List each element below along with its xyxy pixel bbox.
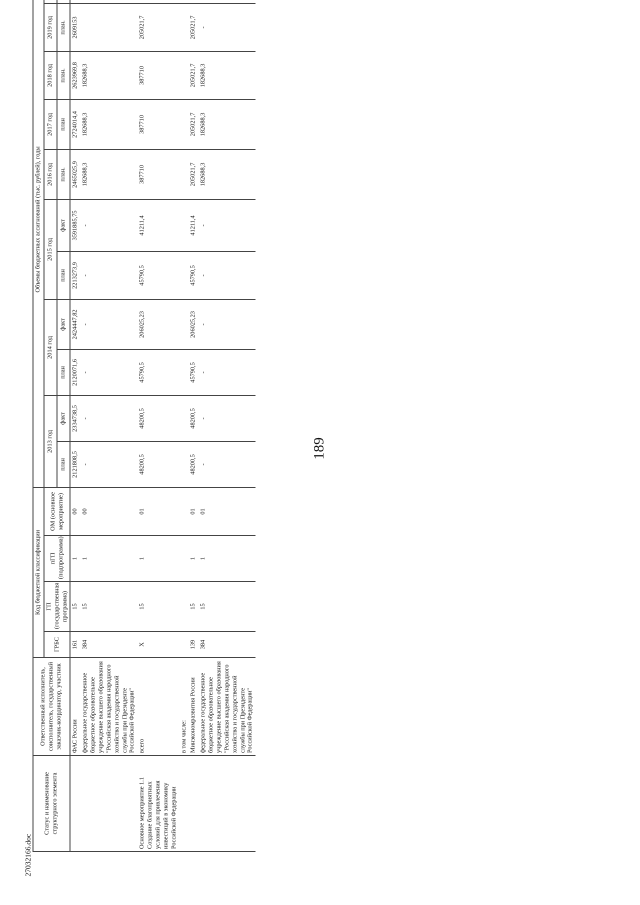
- header-year-2020: [44, 0, 57, 3]
- cell-grbs: 384: [199, 632, 256, 658]
- cell-value: [189, 0, 199, 3]
- cell-gp: 15: [199, 582, 256, 632]
- cell-grbs: 139: [189, 632, 199, 658]
- cell-value: 2623969,8: [70, 51, 80, 99]
- cell-value: 205021,7: [138, 3, 179, 51]
- cell-value: 41211,4: [138, 199, 179, 251]
- cell-value: 3591885,75: [70, 199, 80, 251]
- cell-value: 2121808,5: [70, 441, 80, 487]
- cell-status: [179, 756, 189, 852]
- table-body: [70, 0, 255, 852]
- header-year-2019: 2019 год: [44, 3, 57, 51]
- cell-pgp: [179, 536, 189, 582]
- cell-value: 45790,5: [138, 349, 179, 395]
- header-year-2013: 2013 год: [44, 395, 57, 487]
- header-plan: план.: [57, 3, 70, 51]
- header-budget-class: Код бюджетной классификации: [33, 487, 44, 657]
- cell-value: 2120071,6: [70, 349, 80, 395]
- cell-value: -: [199, 395, 256, 441]
- cell-om: 00: [70, 487, 80, 535]
- cell-pgp: 1: [138, 536, 179, 582]
- header-grbs: ГРБС: [44, 632, 71, 658]
- cell-value: -: [81, 441, 138, 487]
- cell-pgp: 1: [189, 536, 199, 582]
- cell-pgp: 1: [70, 536, 80, 582]
- cell-value: 2424447,82: [70, 299, 80, 349]
- cell-pgp: 1: [199, 536, 256, 582]
- header-plan: [57, 0, 70, 3]
- footer-doc-name: 27032166.doc: [23, 833, 33, 877]
- header-fact: факт: [57, 199, 70, 251]
- cell-value: [179, 199, 189, 251]
- cell-value: [81, 0, 138, 3]
- cell-om: 01: [138, 487, 179, 535]
- cell-status: [81, 756, 138, 852]
- cell-responsible: в том числе:: [179, 658, 189, 756]
- cell-value: 182688,3: [199, 99, 256, 149]
- cell-om: 00: [81, 487, 138, 535]
- cell-value: [179, 149, 189, 199]
- cell-value: [199, 0, 256, 3]
- cell-value: 182688,3: [81, 51, 138, 99]
- rotated-table-wrapper: [33, 12, 608, 852]
- cell-value: 48200,5: [138, 395, 179, 441]
- cell-value: 41211,4: [189, 199, 199, 251]
- cell-value: 182688,3: [81, 99, 138, 149]
- cell-value: 182688,3: [199, 51, 256, 99]
- cell-value: 48200,5: [189, 395, 199, 441]
- cell-value: -: [199, 441, 256, 487]
- cell-responsible: всего: [138, 658, 179, 756]
- cell-value: 205021,7: [189, 51, 199, 99]
- cell-value: [179, 441, 189, 487]
- header-status: Статус и наименование структурного элемента: [33, 756, 70, 852]
- header-om: ОМ (основное мероприятие): [44, 487, 71, 535]
- cell-value: [81, 3, 138, 51]
- cell-value: 205021,7: [189, 3, 199, 51]
- cell-value: [179, 299, 189, 349]
- cell-value: [179, 0, 189, 3]
- cell-value: 387710: [138, 51, 179, 99]
- header-gp: ГП (государственная программа): [44, 582, 71, 632]
- header-plan: план: [57, 99, 70, 149]
- cell-status: Основное мероприятие 1.1 Создание благоприятных условий для привлечения инвестиций в экономику Российской Федерации: [138, 756, 179, 852]
- cell-value: [70, 0, 80, 3]
- cell-gp: 15: [189, 582, 199, 632]
- cell-value: -: [199, 349, 256, 395]
- cell-status: [199, 756, 256, 852]
- cell-grbs: 384: [81, 632, 138, 658]
- table-row: [179, 0, 189, 852]
- header-year-2017: 2017 год: [44, 99, 57, 149]
- cell-om: 01: [189, 487, 199, 535]
- cell-om: [179, 487, 189, 535]
- header-responsible: Ответственный исполнитель, соисполнитель, государственный заказчик-координатор, участник: [33, 658, 70, 756]
- cell-gp: 15: [81, 582, 138, 632]
- cell-value: 48200,5: [138, 441, 179, 487]
- header-plan: план: [57, 349, 70, 395]
- header-plan: план.: [57, 149, 70, 199]
- cell-gp: 15: [138, 582, 179, 632]
- header-year-2014: 2014 год: [44, 299, 57, 395]
- cell-value: [179, 349, 189, 395]
- header-year-2018: 2018 год: [44, 51, 57, 99]
- table-row: [81, 0, 138, 852]
- header-fact: факт: [57, 395, 70, 441]
- cell-value: 45790,5: [138, 251, 179, 299]
- header-plan: план.: [57, 51, 70, 99]
- cell-value: 205021,7: [189, 99, 199, 149]
- cell-value: 45790,5: [189, 349, 199, 395]
- cell-value: 387710: [138, 99, 179, 149]
- cell-value: 2334738,5: [70, 395, 80, 441]
- cell-value: [179, 51, 189, 99]
- cell-value: 2724014,4: [70, 99, 80, 149]
- table-row: [199, 0, 256, 852]
- cell-grbs: 161: [70, 632, 80, 658]
- cell-value: -: [81, 395, 138, 441]
- cell-value: -: [81, 299, 138, 349]
- header-volume: Объемы бюджетных ассигнований (тыс. рублей), годы: [33, 0, 44, 487]
- cell-value: 387710: [138, 149, 179, 199]
- cell-status: [189, 756, 199, 852]
- cell-om: 01: [199, 487, 256, 535]
- cell-value: 205021,7: [189, 149, 199, 199]
- cell-value: -: [199, 299, 256, 349]
- cell-responsible: Минэкономразвития России: [189, 658, 199, 756]
- cell-value: 206025,23: [138, 299, 179, 349]
- header-fact: факт: [57, 299, 70, 349]
- cell-value: [179, 251, 189, 299]
- cell-gp: [179, 582, 189, 632]
- header-year-2015: 2015 год: [44, 199, 57, 299]
- budget-table: [33, 0, 256, 852]
- header-pgp: пГП (подпрограмма): [44, 536, 71, 582]
- cell-value: -: [199, 199, 256, 251]
- cell-status: [70, 756, 80, 852]
- cell-grbs: [179, 632, 189, 658]
- table-row: [189, 0, 199, 852]
- cell-value: 206025,23: [189, 299, 199, 349]
- cell-value: -: [81, 199, 138, 251]
- cell-value: [179, 99, 189, 149]
- page-number: 189: [311, 437, 328, 460]
- cell-responsible: федеральное государственное бюджетное образовательное учреждение высшего образования "Российская академия народного хозяйства и государственной службы при Президенте Российской Федерации": [199, 658, 256, 756]
- cell-responsible: федеральное государственное бюджетное образовательное учреждение высшего образования "Российская академия народного хозяйства и государственной службы при Президенте Российской Федерации": [81, 658, 138, 756]
- header-plan: план: [57, 441, 70, 487]
- cell-value: 182688,3: [81, 149, 138, 199]
- cell-value: 2465025,9: [70, 149, 80, 199]
- cell-value: [179, 3, 189, 51]
- cell-value: -: [81, 251, 138, 299]
- cell-value: [179, 395, 189, 441]
- cell-pgp: 1: [81, 536, 138, 582]
- cell-grbs: Х: [138, 632, 179, 658]
- cell-value: [138, 0, 179, 3]
- table-row: [138, 0, 179, 852]
- cell-value: 2213273,9: [70, 251, 80, 299]
- cell-value: 45790,5: [189, 251, 199, 299]
- cell-responsible: ФАС России: [70, 658, 80, 756]
- table-row: [70, 0, 80, 852]
- cell-value: -: [199, 3, 256, 51]
- cell-value: 48200,5: [189, 441, 199, 487]
- cell-value: -: [81, 349, 138, 395]
- cell-gp: 15: [70, 582, 80, 632]
- cell-value: 182688,3: [199, 149, 256, 199]
- cell-value: 2609153: [70, 3, 80, 51]
- header-plan: план: [57, 251, 70, 299]
- cell-value: -: [199, 251, 256, 299]
- header-year-2016: 2016 год: [44, 149, 57, 199]
